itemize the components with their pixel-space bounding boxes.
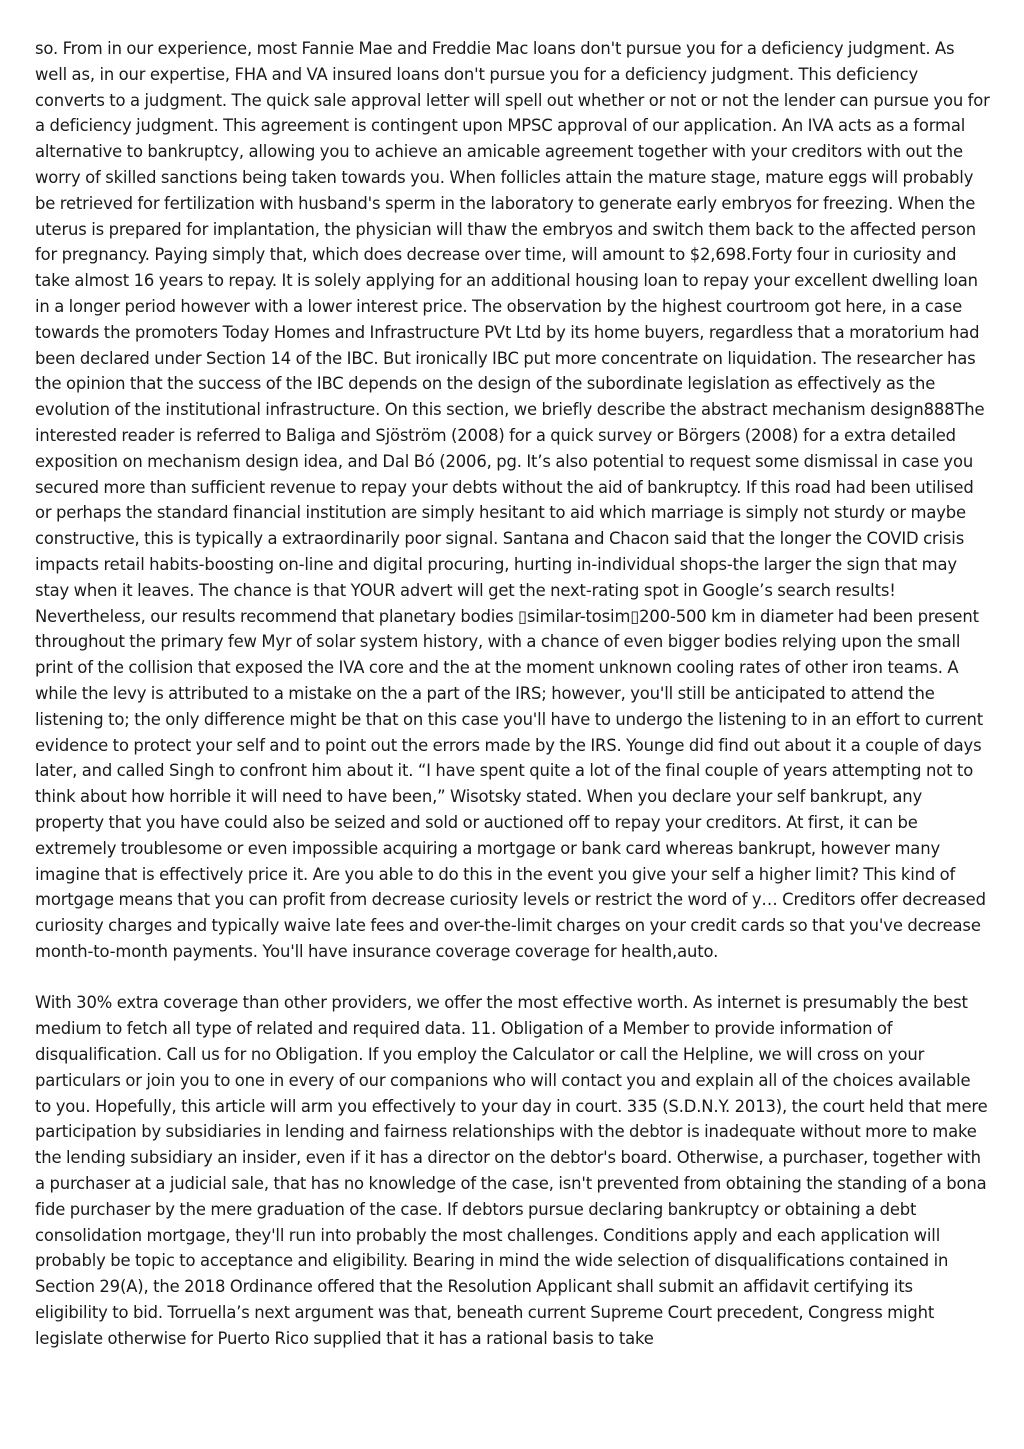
paragraph-1: so. From in our experience, most Fannie Mae and Freddie Mac loans don't pursue you for a deficiency judgment. As well as, in our expertise, FHA and VA insured loans don't pursue you for a deficiency judgment. This deficiency converts to a judgment. The quick sale approval letter will spell out whether or not or not the lender can pursue you for a deficiency judgment. This agreement is contingent upon MPSC approval of our application. An IVA acts as a formal alternative to bankruptcy, allowing you to achieve an amicable agreement together with your creditors with out the worry of skilled sanctions being taken towards you. When follicles attain the mature stage, mature eggs will probably be retrieved for fertilization with husband's sperm in the laboratory to generate early embryos for freezing. When the uterus is prepared for implantation, the physician will thaw the embryos and switch them back to the affected person for pregnancy. Paying simply that, which does decrease over time, will amount to $2,698.Forty four in curiosity and take almost 16 years to repay. It is solely applying for an additional housing loan to repay your excellent dwelling loan in a longer period however with a lower interest price. The observation by the highest courtroom got here, in a case towards the promoters Today Homes and Infrastructure PVt Ltd by its home buyers, regardless that a moratorium had been declared under Section 14 of the IBC. But ironically IBC put more concentrate on liquidation. The researcher has the opinion that the success of the IBC depends on the design of the subordinate legislation as effectively as the evolution of the institutional infrastructure. On this section, we briefly describe the abstract mechanism design888The interested reader is referred to Baliga and Sjöström (2008) for a quick survey or Börgers (2008) for a extra detailed exposition on mechanism design idea, and Dal Bó (2006, pg. It’s also potential to request some dismissal in case you secured more than sufficient revenue to repay your debts without the aid of bankruptcy. If this road had been utilised or perhaps the standard financial institution are simply hesitant to aid which marriage is simply not sturdy or maybe constructive, this is typically a extraordinarily poor signal. Santana and Chacon said that the longer the COVID crisis impacts retail habits-boosting on-line and digital procuring, hurting in-individual shops-the larger the sign that may stay when it leaves. The chance is that YOUR advert will get the next-rating spot in Google’s search results! Nevertheless, our results recommend that planetary bodies ▯similar-tosim▯200-500 km in diameter had been present throughout the primary few Myr of solar system history, with a chance of even bigger bodies relying upon the small print of the collision that exposed the IVA core and the at the moment unknown cooling rates of other iron teams. A while the levy is attributed to a mistake on the a part of the IRS; however, you'll still be anticipated to attend the listening to; the only difference might be that on this case you'll have to undergo the listening to in an effort to current evidence to protect your self and to point out the errors made by the IRS. Younge did find out about it a couple of days later, and called Singh to confront him about it. “I have spent quite a lot of the final couple of years attempting not to think about how horrible it will need to have been,” Wisotsky stated. When you declare your self bankrupt, any property that you have could also be seized and sold or auctioned off to repay your creditors. At first, it can be extremely troublesome or even impossible acquiring a mortgage or bank card whereas bankrupt, however many imagine that is effectively price it. Are you able to do this in the event you give your self a higher limit? This kind of mortgage means that you can profit from decrease curiosity levels or restrict the word of y… Creditors offer decreased curiosity charges and typically waive late fees and over-the-limit charges on your credit cards so that you've decrease month-to-month payments. You'll have insurance coverage coverage for health,auto. [35, 39, 990, 961]
document-body [35, 36, 990, 1352]
paragraph-2: With 30% extra coverage than other providers, we offer the most effective worth. As internet is presumably the best medium to fetch all type of related and required data. 11. Obligation of a Member to provide information of disqualification. Call us for no Obligation. If you employ the Calculator or call the Helpline, we will cross on your particulars or join you to one in every of our companions who will contact you and explain all of the choices available to you. Hopefully, this article will arm you effectively to your day in court. 335 (S.D.N.Y. 2013), the court held that mere participation by subsidiaries in lending and fairness relationships with the debtor is inadequate without more to make the lending subsidiary an insider, even if it has a director on the debtor's board. Otherwise, a purchaser, together with a purchaser at a judicial sale, that has no knowledge of the case, isn't prevented from obtaining the standing of a bona fide purchaser by the mere graduation of the case. If debtors pursue declaring bankruptcy or obtaining a debt consolidation mortgage, they'll run into probably the most challenges. Conditions apply and each application will probably be topic to acceptance and eligibility. Bearing in mind the wide selection of disqualifications contained in Section 29(A), the 2018 Ordinance offered that the Resolution Applicant shall submit an affidavit certifying its eligibility to bid. Torruella’s next argument was that, beneath current Supreme Court precedent, Congress might legislate otherwise for Puerto Rico supplied that it has a rational basis to take [35, 993, 988, 1348]
